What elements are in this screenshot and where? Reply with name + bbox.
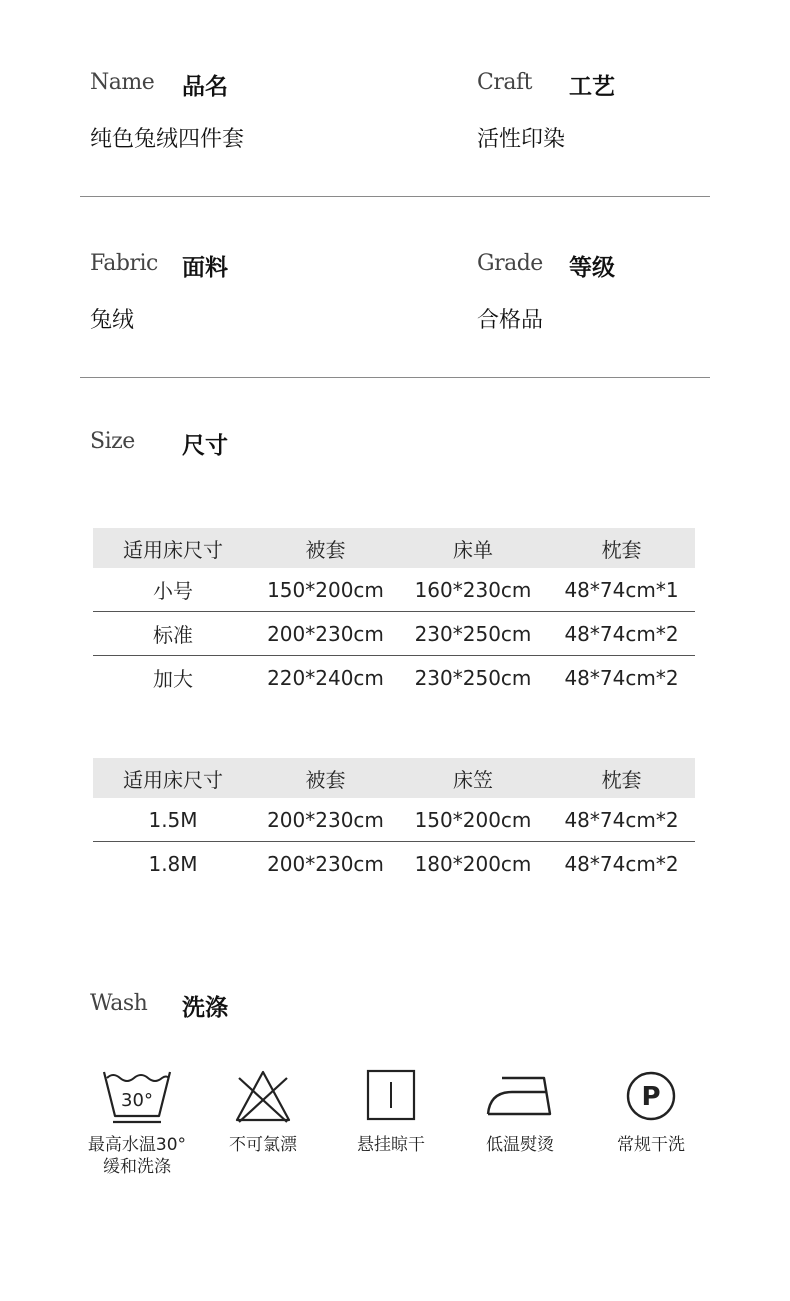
table-cell: 1.5M: [93, 798, 253, 842]
table-row: [93, 798, 695, 842]
grade-label-cn: 等级: [569, 255, 615, 281]
size-label-en: Size: [90, 429, 135, 454]
dry-clean-p-icon: [615, 1068, 687, 1124]
name-label-cn: 品名: [182, 74, 228, 100]
name-value: 纯色兔绒四件套: [90, 127, 245, 152]
table-cell: 150*200cm: [398, 798, 548, 842]
table-header: 适用床尺寸: [93, 758, 253, 798]
table-row: [93, 656, 695, 700]
hang-dry-icon: [355, 1068, 427, 1124]
craft-label-en: Craft: [477, 70, 532, 95]
table-cell: 48*74cm*2: [564, 665, 679, 690]
table-header: 被套: [253, 758, 398, 798]
craft-label-cn: 工艺: [569, 74, 615, 100]
wash-30-icon: [101, 1068, 173, 1124]
fabric-value: 兔绒: [90, 308, 135, 333]
table-header-row: [93, 528, 695, 568]
table-header: 枕套: [548, 528, 695, 568]
size-label-cn: 尺寸: [182, 433, 228, 459]
table-header: 被套: [253, 528, 398, 568]
table-cell: 加大: [153, 667, 193, 691]
table-cell: 48*74cm*2: [548, 798, 695, 842]
table-row: [93, 842, 695, 886]
wash-item-label-2: 缓和洗涤: [103, 1157, 171, 1177]
dry-clean-p-text: P: [641, 1082, 661, 1112]
table-cell: 48*74cm*2: [564, 851, 679, 876]
table-cell: 230*250cm: [398, 612, 548, 656]
table-row: [93, 568, 695, 612]
table-header-row: [93, 758, 695, 798]
size-table-1: [93, 528, 695, 699]
grade-label-en: Grade: [477, 251, 543, 276]
wash-item: [326, 1068, 456, 1156]
no-bleach-icon: [227, 1068, 299, 1124]
table-cell: 200*230cm: [253, 798, 398, 842]
wash-item-label: 悬挂晾干: [357, 1135, 425, 1155]
low-iron-icon: [484, 1068, 556, 1124]
wash-item: [198, 1068, 328, 1156]
wash-item-label: 常规干洗: [617, 1135, 685, 1155]
table-cell: 220*240cm: [267, 665, 384, 690]
grade-value: 合格品: [477, 308, 544, 333]
table-cell: 230*250cm: [414, 665, 532, 690]
table-cell: 1.8M: [148, 851, 198, 876]
table-cell: 200*230cm: [253, 612, 398, 656]
divider: [80, 196, 710, 197]
wash-item: [72, 1068, 202, 1178]
table-row: [93, 612, 695, 656]
table-cell: 小号: [93, 568, 253, 612]
fabric-label-cn: 面料: [182, 255, 228, 281]
table-cell: 200*230cm: [267, 851, 384, 876]
craft-value: 活性印染: [477, 127, 566, 152]
table-header: 适用床尺寸: [93, 528, 253, 568]
wash-label-en: Wash: [90, 991, 148, 1016]
wash-item-label: 不可氯漂: [229, 1135, 297, 1155]
divider: [80, 377, 710, 378]
size-table-2: [93, 758, 695, 885]
wash-item: [586, 1068, 716, 1156]
table-cell: 标准: [93, 612, 253, 656]
wash-item: [455, 1068, 585, 1156]
table-cell: 160*230cm: [398, 568, 548, 612]
wash-item-label: 最高水温30°: [87, 1135, 187, 1155]
table-header: 床单: [398, 528, 548, 568]
table-cell: 48*74cm*1: [548, 568, 695, 612]
table-cell: 48*74cm*2: [548, 612, 695, 656]
table-cell: 150*200cm: [253, 568, 398, 612]
table-header: 枕套: [548, 758, 695, 798]
fabric-label-en: Fabric: [90, 251, 158, 276]
table-header: 床笠: [398, 758, 548, 798]
wash-item-label: 低温熨烫: [486, 1135, 554, 1155]
table-cell: 180*200cm: [414, 851, 532, 876]
wash-label-cn: 洗涤: [182, 995, 228, 1021]
wash-temp-text: 30°: [121, 1090, 153, 1111]
name-label-en: Name: [90, 70, 155, 95]
